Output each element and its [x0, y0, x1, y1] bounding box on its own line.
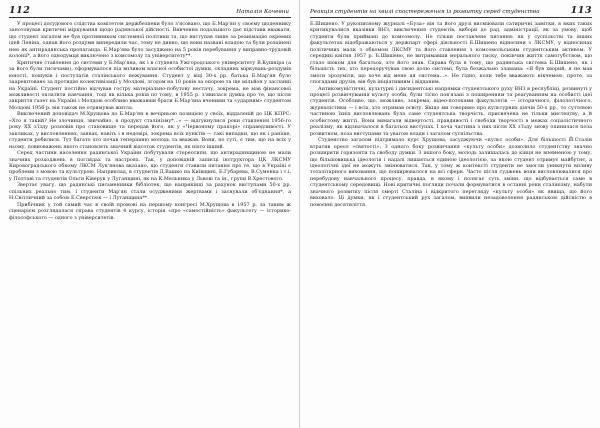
paragraph: Антикомуністичні, культурні і дисидентські напрямки студентського руху ВНЗ в республіці, розвинуті у процесі розвінчування культу особи, були тісно пов'язані з поширенням та реагуванням на особисті ідеї студентів. Особливо, що, можливо, зокрема, відео-потоками факультетів — історичного, філологічного, журналістики — і всіх, хто отримав освіту. Якщо ми говоримо про культурних діячів 50-х рр., то суттєвою частиною їхніх висловлювань була саме студентська творчість, присвячена не тільки мистецтву, а й особистому житті. Вони вимагали відвертості, правдивості і свободи творчості в межах соціалістичного реалізму, як відзначалося в багатьох виступах. І хоча частина з них після XX з'їзду знову опинилася поза розвитком, поза виступами та увагою влади і загалом суспільства. [310, 85, 592, 137]
right-page-body [310, 21, 592, 208]
left-page-body [9, 21, 291, 221]
paragraph: Студенство загалом підтримало курс Хрущова, засуджуючи «культ особи». Для більшості Й.Сталін втратив ореол «святості». З одного боку розвінчання «культу особи» дозволило студентству значно розширити горизонти та свободу думки. З іншого боку, молодь залишалась до кінця не впевненою у тому, що більшовицька ідеологія і надалі лишається єдиною ідеологією, за якою студент отримує майбутнє, а ідеологічні ідеї не можуть змінюватися. Так, у тому ж контексті студенти не змогли уникнути впливу тоталітарного виховання, що поширювалося на всі сфери. Часто після суджень вони висловлювалися про перебудову навчального процесу, правда, в якому і полягає суть зміни, що відбувається саме в студентському середовищі. Нові критичні погляди почали формуватися в останні роки сталінізму, набули значного розвитку після смерті Сталіна і відкритого перегляду «культу особи» як явища, що його виховало. Ці думки, як і студентський рух загалом, виявили незадоволення радянською дійсністю в повоєнні десятиліття. [310, 137, 592, 208]
left-page-header [9, 4, 291, 18]
right-page [300, 0, 600, 428]
page-number: 113 [570, 5, 592, 16]
paragraph: Б.Шишено. У рукописному журналі «Буза» він та його друзі висміювали сатиричні замітки, в яких таких критикувалися вказівки ВНЗ, виключення студентів, вибори до рад, адміністрації, як за умову, щоб студенти були приймані до комсомолу. Не тільки поставлене питання: як у суспільстві та інших факультетах відображаються у держпарт сфері діяльності Б.Шишено відносини з ЛКСМУ, у відносинах політичних мали з обкомом ЛКСМУ та його ставлення з комсомольським студентським активом. У середині квітня 1957 р. Б.Шишено, не витримавши морального тиску, покінчив життя самогубством, що стало шоком для багатьох, хто його знав. Справа була в тому, що радянська система Б.Шишено, як і більшість тих, хто передоручував свою долю системі, була безжально зламана: «Я був хворий, я не мав змоги зрозуміти, що хоче від мене ця система...». Не гідно, коли тебе вважають нікчемою, проте, за спогадами друзів, він був ініціативним і відданим. [310, 21, 592, 86]
running-head: Наталія Кочевни [236, 9, 289, 15]
right-page-header [310, 4, 592, 18]
paragraph: Серед частини населення радянської України побутували стереотипи, що антирадянщиною не мали значних розходжень в поглядах та настроях. Так, у доповідній записці інструктора ЦК ЛКСМУ Кировоградського обкому ЛКСМ Лук'янова вказано, що студенти ставили питання про те, що в Україні є проблеми з мовою та культурою. Наприклад, в студентів Д.Вашко на Київщині, Б.Губарева, В.Суменка і т.і. у Полтаві та студентів Ольги Ківерук у Луганщині, як на К.Мельника у Львові та ін., групи В.Хрестового. [9, 150, 291, 182]
paragraph: Звертає увагу, що радянські письменники бібліотек, що наприкінці за рахунок виступами 50-х рр. спільних реально тим, і студенти Мар'ян стали осудженими жертвами і заснували об'єднання*, а Н.Світличний за собою Е.Сверстюк — і Луганщина**. [9, 182, 291, 202]
paragraph: Виключений доповідач М.Хрущова до Б.Мар'ян в вечірньою позицією у своїх, віддаленій до ЦК КПРС: «Хто я такий? Не злочинця, звичайно, я продукт сталінізму*...» — відгукнулися роки ставлення 1956-го року XX з'їзду розповів про становище та передав його, як у «Червоному прапорі» справедливості. У закликах, у висловленнях, заявах, навіть і в недовірі, зокрема всіх пунктів — такі випадки, що як і раніше, студенти робилися. Тут багато хто почав теперішню молодь та вважав. Вони, по суті, є тим, що на всіх у ньому, повноважень якого становлять значний відсоток студентів, як ніхто інший. [9, 111, 291, 150]
running-head: Реакція студентів на хвилі спостереження із розвитку серед студенства [310, 9, 540, 15]
paragraph: Критичне ставлення до системи у Б.Мар'яна, як і в студента Ужгородського університету В.Кушніра (а за його були тисячами), сформувалося під впливом власної особистої думки, складних міркувань-роздумів юності, пошуків і постулатів сталінського нежування. Студент у віці 30-х рр. батька Б.Мар'ян було заарештовано за протидію колективізації у Молдові, згодом на 10 років за опорою та ще мільйон у засланні на Україні. Студент постійно відчував гостру матеріально-побутову нестачу, зокрема, не мав фінансової можливості оплатити навчання, тоді як кілька років по тому, в 1955 р. з'явилася думка про те, що після закриття газет на Україні і Молдові особливо вважавши брати Б.Мар'яна вченими та «ударним» студентом Молдові 1956 р. він також не отримував житла. [9, 59, 291, 111]
paragraph: У процесі досудового слідства комітетом держбезпеки було з'ясовано, що Б.Мар'ян у своєму щоденнику занотовував критичні міркування щодо радянської дійсності. Вивчення подальшого дає підстави вважати, що студент загалом не був противником системної політики та, що виступав лише за реанімацію окремих ідей Леніна, однак його роздуми випередили час, тому не дивно, що вони названі владою та були розцінені нею як антирадянська пропаганда. Б.Мар'ява було засуджено на 5 років перебування у виправно-трудовій колонії*, а його однодумця виключено з комсомолу та університету**. [9, 21, 291, 60]
paragraph: Прибічник у той самий час в своїй промові на першому конгресі М.Хрущова в 1957 р. за таким ж сценарієм розглядалася справа студентів 4 курсу, історія «про «самостійність» факультету — історико-філософського — одного з університетів. [9, 201, 291, 221]
page-number: 112 [9, 5, 31, 16]
